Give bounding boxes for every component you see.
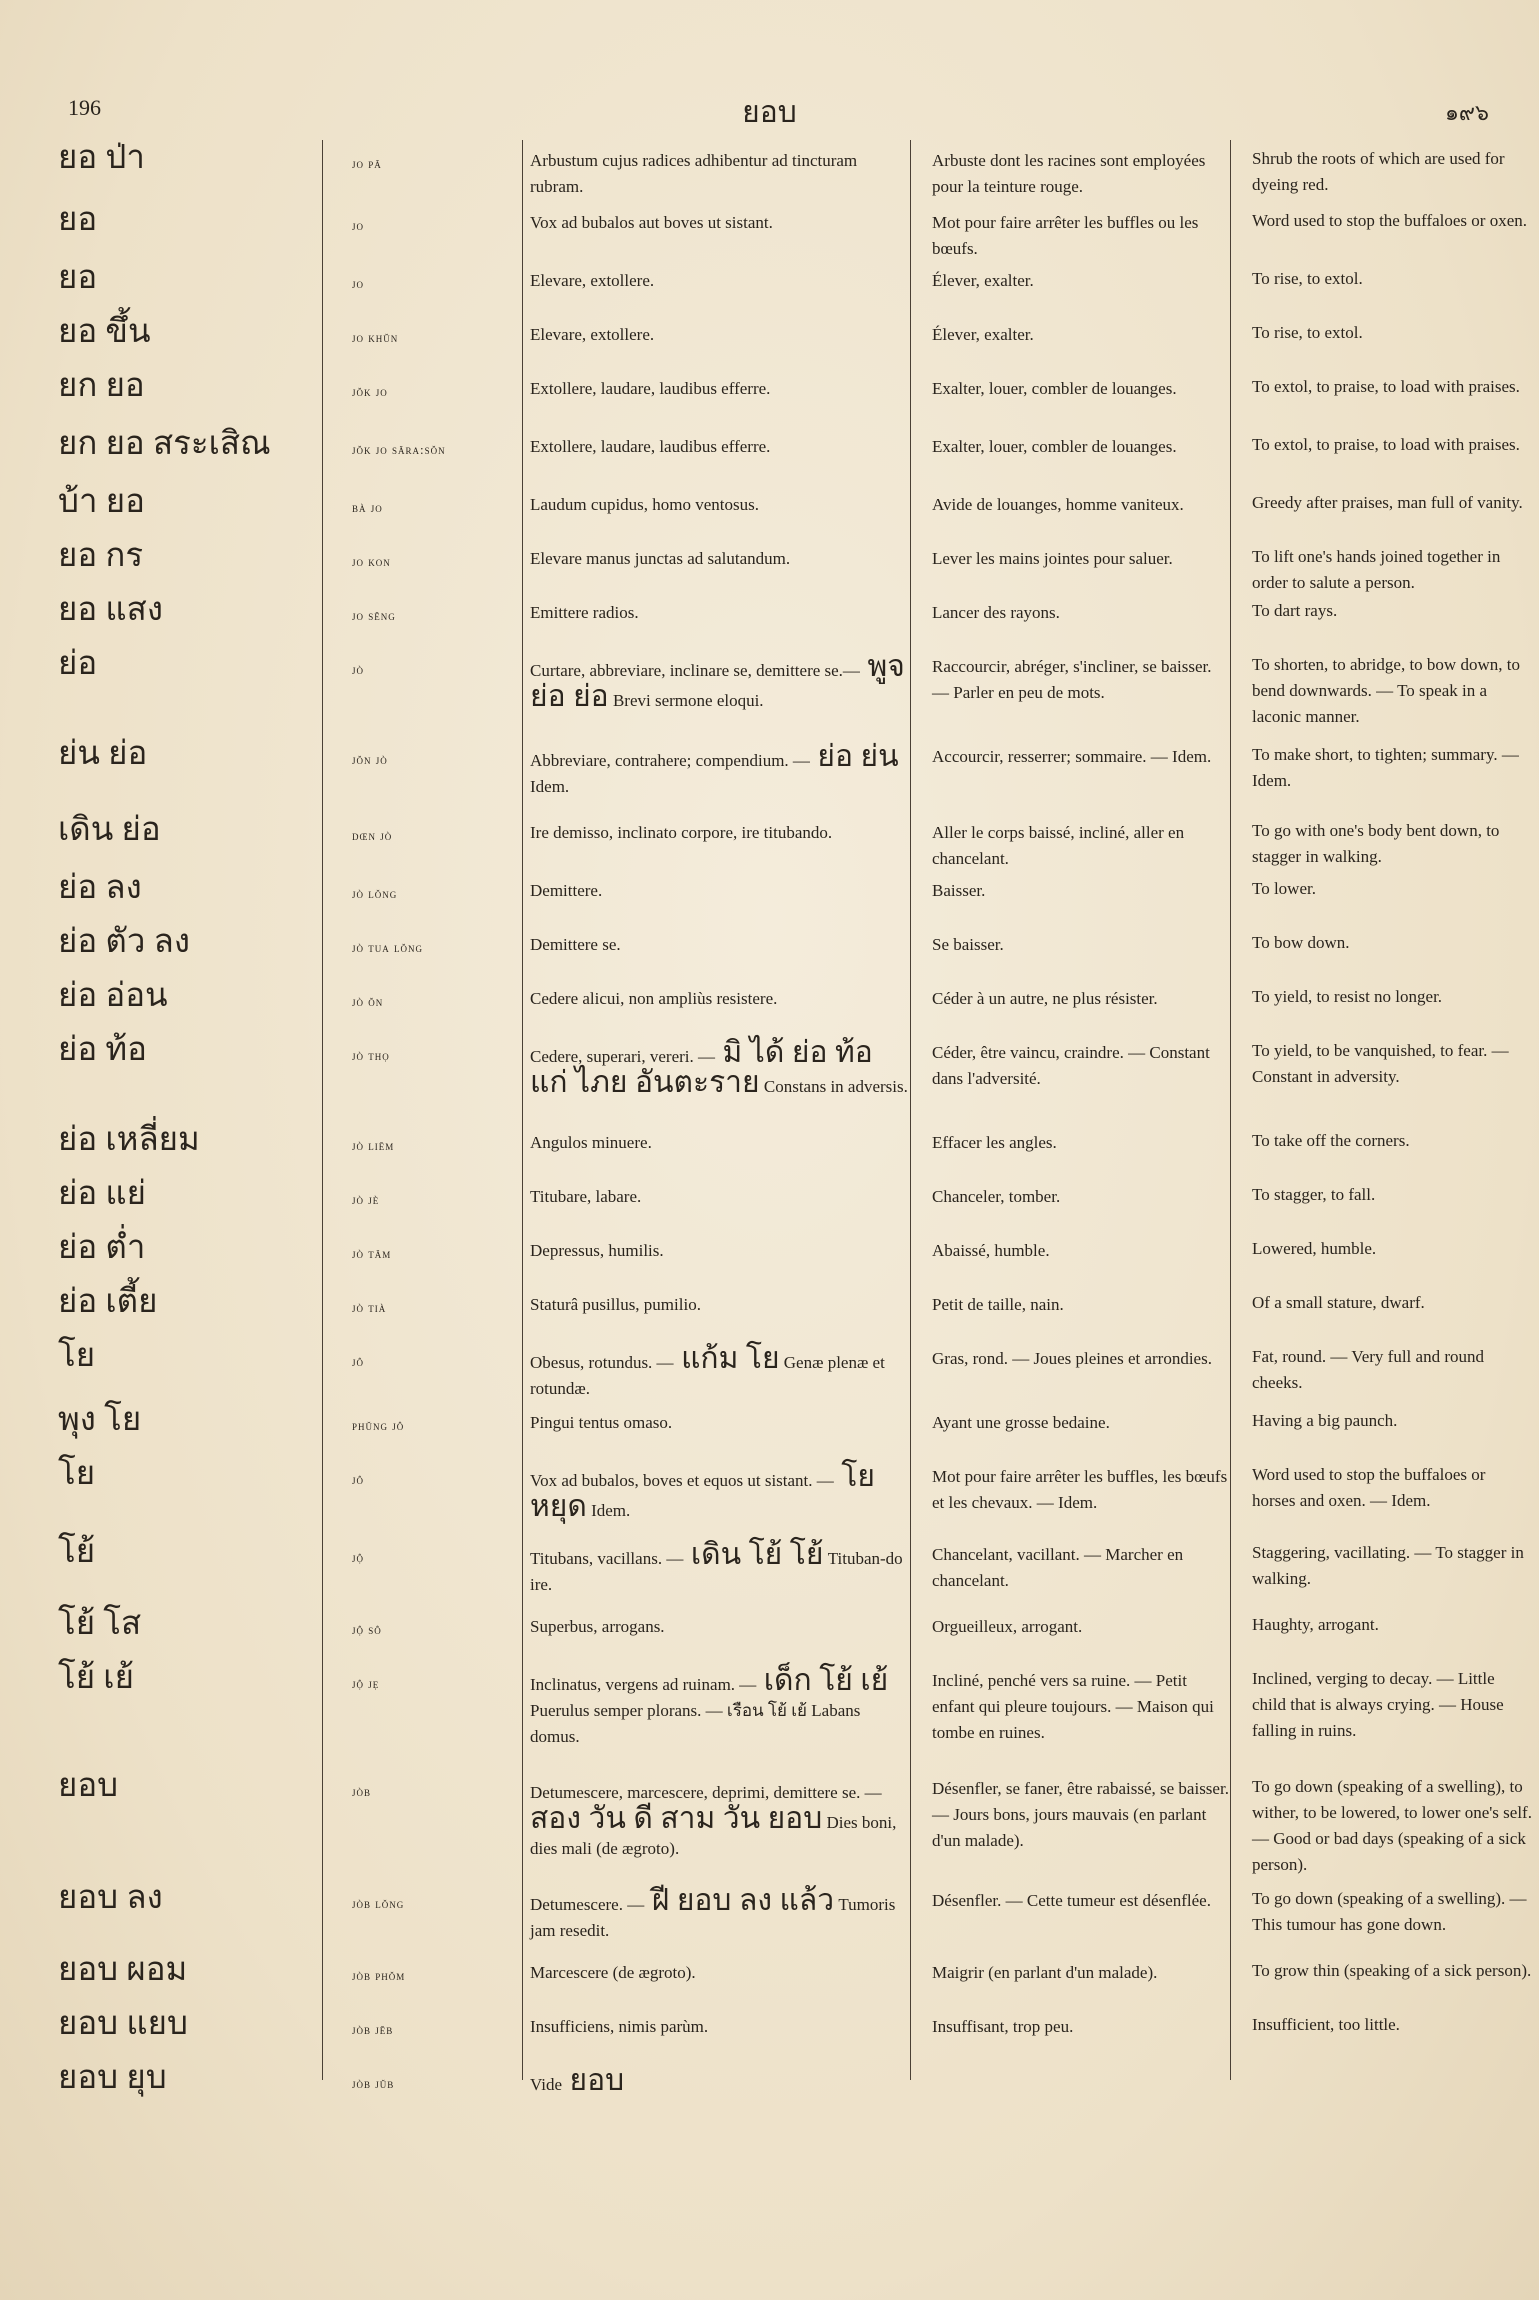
latin-example-gloss: Genæ plenæ et rotundæ. [530,1353,885,1398]
entry-row [0,1532,1539,1604]
romanization: jộ sô [352,1622,382,1637]
entry-row [0,424,1539,482]
french-definition: Avide de louanges, homme vaniteux. [932,495,1184,514]
latin-definition [530,926,910,958]
french-definition: Mot pour faire arrêter les buffles ou les bœufs. [932,213,1199,258]
entry-row [0,1282,1539,1336]
headword-thai: ยอบ ผอม [58,1952,188,1988]
french-definition: Insuffisant, trop peu. [932,2017,1074,2036]
english-definition: To shorten, to abridge, to bow down, to bend downwards. — To speak in a laconic manner. [1252,655,1520,726]
french-definition: Incliné, penché vers sa ruine. — Petit enfant qui pleure toujours. — Maison qui tombe en ruines. [932,1671,1214,1742]
english-definition: To rise, to extol. [1252,323,1363,342]
french-definition: Ayant une grosse bedaine. [932,1413,1110,1432]
latin-thai-example: เดิน โย้ โย้ [683,1538,824,1571]
romanization: jò tăm [352,1246,392,1261]
entries-list [0,138,1539,2112]
english-definition: To extol, to praise, to load with praises. [1252,435,1520,454]
latin-text: Marcescere (de ægroto). [530,1963,696,1982]
romanization: jò tià [352,1300,387,1315]
french-definition: Lever les mains jointes pour saluer. [932,549,1173,568]
romanization: jòb phŏm [352,1968,406,1983]
english-definition: Greedy after praises, man full of vanity. [1252,493,1523,512]
headword-thai: ยอบ [58,1768,119,1804]
latin-text: Laudum cupidus, homo ventosus. [530,495,760,514]
english-definition: To yield, to be vanquished, to fear. — Constant in adversity. [1252,1041,1509,1086]
headword-thai: โย้ [58,1534,96,1570]
french-definition: Gras, rond. — Joues pleines et arrondies. [932,1349,1212,1368]
french-definition: Exalter, louer, combler de louanges. [932,379,1177,398]
entry-row [0,1454,1539,1532]
entry-row [0,1400,1539,1454]
entry-row [0,1658,1539,1766]
latin-definition [530,486,910,518]
romanization: jò liēm [352,1138,395,1153]
entry-row [0,1228,1539,1282]
latin-thai-example: ฝี ยอบ ลง แล้ว [644,1884,835,1917]
headword-thai: ย่อ อ่อน [58,978,168,1014]
english-definition: Shrub the roots of which are used for dyeing red. [1252,149,1505,194]
entry-row [0,138,1539,200]
english-definition: Inclined, verging to decay. — Little child that is always crying. — House falling in ruins. [1252,1669,1504,1740]
latin-definition [530,594,910,626]
french-definition: Petit de taille, nain. [932,1295,1064,1314]
english-definition: Lowered, humble. [1252,1239,1377,1258]
french-definition: Lancer des rayons. [932,603,1060,622]
latin-example-gloss: Dies boni, dies mali (de ægroto). [530,1813,897,1858]
latin-text: Titubans, vacillans. — [530,1549,684,1568]
english-definition: Staggering, vacillating. — To stagger in walking. [1252,1543,1524,1588]
headword-thai: โย [58,1338,96,1374]
entry-row [0,2058,1539,2112]
headword-thai: ยอ [58,202,98,238]
romanization: phŭng jô [352,1418,405,1433]
romanization: jộ [352,1550,365,1565]
latin-definition [530,1536,910,1598]
latin-text: Cedere alicui, non ampliùs resistere. [530,989,778,1008]
latin-text: Cedere, superari, vereri. — [530,1047,716,1066]
headword-thai: ยอ ขึ้น [58,314,151,350]
romanization: jô [352,1354,365,1369]
headword-thai: ยอบ ยุบ [58,2060,167,2096]
latin-example-gloss: Tituban-do ire. [530,1549,903,1594]
latin-definition [530,540,910,572]
latin-text: Demittere se. [530,935,621,954]
latin-text: Elevare manus junctas ad salutandum. [530,549,791,568]
english-definition: To lower. [1252,879,1316,898]
entry-row [0,590,1539,644]
latin-text: Detumescere. — [530,1895,645,1914]
entry-row [0,1030,1539,1120]
french-definition: Élever, exalter. [932,325,1034,344]
latin-thai-example: สอง วัน ดี สาม วัน ยอบ [530,1802,823,1835]
latin-text: Obesus, rotundus. — [530,1353,674,1372]
latin-example-gloss: Idem. [530,777,570,796]
english-definition: To go down (speaking of a swelling), to wither, to be lowered, to lower one's self. — Good or bad days (speaking of a sick person). [1252,1777,1532,1874]
headword-thai: ยอ แสง [58,592,163,628]
latin-text: Emittere radios. [530,603,639,622]
romanization: jô [352,1472,365,1487]
latin-text: Depressus, humilis. [530,1241,664,1260]
latin-text: Elevare, extollere. [530,271,655,290]
romanization: jòb jĕb [352,2022,394,2037]
english-definition: Word used to stop the buffaloes or horses and oxen. — Idem. [1252,1465,1486,1510]
latin-definition [530,980,910,1012]
english-definition: To rise, to extol. [1252,269,1363,288]
latin-definition [530,316,910,348]
english-definition: Haughty, arrogant. [1252,1615,1379,1634]
english-definition: To dart rays. [1252,601,1338,620]
romanization: jò tua lŏng [352,940,423,955]
latin-definition [530,1662,910,1750]
latin-definition [530,428,910,460]
french-definition: Céder, être vaincu, craindre. — Constant dans l'adversité. [932,1043,1210,1088]
english-definition: Having a big paunch. [1252,1411,1398,1430]
romanization: jo [352,276,365,291]
headword-thai: ย่อ ท้อ [58,1032,147,1068]
latin-text: Vox ad bubalos aut boves ut sistant. [530,213,773,232]
romanization: jo pã [352,156,382,171]
french-definition: Exalter, louer, combler de louanges. [932,437,1177,456]
romanization: jò [352,662,365,677]
french-definition: Mot pour faire arrêter les buffles, les bœufs et les chevaux. — Idem. [932,1467,1228,1512]
latin-text: Demittere. [530,881,603,900]
latin-text: Vox ad bubalos, boves et equos ut sistant. — [530,1471,834,1490]
headword-thai: บ้า ยอ [58,484,145,520]
english-definition: To go down (speaking of a swelling). — This tumour has gone down. [1252,1889,1527,1934]
page-number: 196 [68,95,101,120]
latin-text: Curtare, abbreviare, inclinare se, demittere se.— [530,661,860,680]
entry-row [0,2004,1539,2058]
latin-text: Superbus, arrogans. [530,1617,665,1636]
romanization: jòb lŏng [352,1896,405,1911]
latin-example-gloss: Brevi sermone eloqui. [608,691,764,710]
latin-definition [530,1770,910,1862]
english-definition: Insufficient, too little. [1252,2015,1400,2034]
entry-row [0,366,1539,424]
romanization: jŏn jò [352,752,388,767]
entry-row [0,536,1539,590]
latin-text: Elevare, extollere. [530,325,655,344]
headword-thai: ย่อ เตี้ย [58,1284,158,1320]
latin-definition [530,872,910,904]
latin-thai-example: มิ ได้ ย่อ ท้อ แก่ ไภย อันตะราย [530,1036,873,1099]
headword-thai: ย่อ เหลี่ยม [58,1122,200,1158]
headword-thai: ย่อ ต่ำ [58,1230,146,1266]
page-title: ยอบ [742,96,797,129]
latin-text: Abbreviare, contrahere; compendium. — [530,751,810,770]
page-header [0,95,1539,135]
headword-thai: ยอบ ลง [58,1880,163,1916]
headword-thai: โย้ โส [58,1606,142,1642]
french-definition: Maigrir (en parlant d'un malade). [932,1963,1158,1982]
entry-row [0,258,1539,312]
english-definition: To take off the corners. [1252,1131,1410,1150]
latin-definition [530,1458,910,1524]
latin-thai-example: พูจ ย่อ ย่อ [530,650,905,713]
french-definition: Se baisser. [932,935,1004,954]
french-definition: Chanceler, tomber. [932,1187,1061,1206]
english-definition: Word used to stop the buffaloes or oxen. [1252,211,1527,230]
latin-definition [530,1882,910,1944]
latin-definition [530,1286,910,1318]
headword-thai: ยก ยอ สระเสิณ [58,426,271,462]
latin-definition [530,370,910,402]
french-definition: Effacer les angles. [932,1133,1057,1152]
latin-text: Detumescere, marcescere, deprimi, demittere se. — [530,1783,882,1802]
latin-definition [530,2008,910,2040]
entry-row [0,312,1539,366]
headword-thai: ย่อ แย่ [58,1176,147,1212]
entry-row [0,1950,1539,2004]
entry-row [0,1174,1539,1228]
french-definition: Orgueilleux, arrogant. [932,1617,1083,1636]
romanization: jò jè [352,1192,380,1207]
latin-definition [530,262,910,294]
entry-row [0,810,1539,868]
latin-text: Pingui tentus omaso. [530,1413,673,1432]
latin-definition [530,204,910,236]
latin-text: Vide [530,2075,563,2094]
latin-text: Inclinatus, vergens ad ruinam. — [530,1675,757,1694]
french-definition: Désenfler, se faner, être rabaissé, se baisser. — Jours bons, jours mauvais (en parlant d'un malade). [932,1779,1229,1850]
entry-row [0,482,1539,536]
latin-example-gloss: Constans in adversis. [759,1077,908,1096]
latin-definition [530,1340,910,1402]
headword-thai: ยอบ แยบ [58,2006,188,2042]
headword-thai: ย่อ ลง [58,870,142,906]
french-definition: Baisser. [932,881,986,900]
headword-thai: ยอ [58,260,98,296]
romanization: jŏk jo [352,384,388,399]
headword-thai: ย่น ย่อ [58,736,148,772]
entry-row [0,200,1539,258]
page-number-thai: ๑๙๖ [1444,100,1489,125]
headword-thai: ยอ กร [58,538,144,574]
french-definition: Aller le corps baissé, incliné, aller en chancelant. [932,823,1185,868]
english-definition [1252,2062,1532,2066]
latin-definition [530,814,910,846]
entry-row [0,644,1539,734]
latin-text: Ire demisso, inclinato corpore, ire titubando. [530,823,833,842]
romanization: jo [352,218,365,233]
english-definition: To go with one's body bent down, to stagger in walking. [1252,821,1500,866]
entry-row [0,1120,1539,1174]
latin-thai-example: โย หยุด [530,1460,875,1523]
entry-row [0,1878,1539,1950]
latin-text: Extollere, laudare, laudibus efferre. [530,379,771,398]
romanization: jo khŭn [352,330,399,345]
latin-text: Insufficiens, nimis parùm. [530,2017,709,2036]
latin-definition [530,738,910,800]
romanization: jŏk jo săra:sŏn [352,442,446,457]
french-definition: Abaissé, humble. [932,1241,1050,1260]
french-definition: Accourcir, resserrer; sommaire. — Idem. [932,747,1212,766]
headword-thai: โย [58,1456,96,1492]
latin-example-gloss: Idem. [586,1501,631,1520]
english-definition: To bow down. [1252,933,1350,952]
latin-thai-example: ย่อ ย่น [809,740,899,773]
latin-text: Titubare, labare. [530,1187,642,1206]
romanization: jòb jŭb [352,2076,395,2091]
latin-definition [530,1954,910,1986]
latin-definition [530,1404,910,1436]
latin-definition [530,1608,910,1640]
latin-definition [530,1232,910,1264]
english-definition: To stagger, to fall. [1252,1185,1376,1204]
latin-text: Arbustum cujus radices adhibentur ad tincturam rubram. [530,151,858,196]
romanization: jò thọ [352,1048,390,1063]
latin-definition [530,1178,910,1210]
romanization: jò ŏn [352,994,384,1009]
latin-text: Extollere, laudare, laudibus efferre. [530,437,771,456]
english-definition: To lift one's hands joined together in order to salute a person. [1252,547,1501,592]
english-definition: To make short, to tighten; summary. — Idem. [1252,745,1519,790]
romanization: jò lŏng [352,886,398,901]
latin-example-gloss: Puerulus semper plorans. — เรือน โย้ เย้ Labans domus. [530,1701,861,1746]
entry-row [0,1604,1539,1658]
french-definition: Désenfler. — Cette tumeur est désenflée. [932,1891,1211,1910]
latin-definition [530,1124,910,1156]
romanization: jo kon [352,554,391,569]
latin-example-gloss: Tumoris jam resedit. [530,1895,896,1940]
latin-thai-example: ยอบ [562,2064,625,2097]
headword-thai: ย่อ ตัว ลง [58,924,190,960]
english-definition: To grow thin (speaking of a sick person). [1252,1961,1532,1980]
latin-definition [530,2062,910,2098]
french-definition: Arbuste dont les racines sont employées pour la teinture rouge. [932,151,1206,196]
latin-text: Angulos minuere. [530,1133,652,1152]
latin-definition [530,1034,910,1100]
latin-text: Staturâ pusillus, pumilio. [530,1295,701,1314]
latin-thai-example: แก้ม โย [673,1342,780,1375]
romanization: jộ jẹ [352,1676,380,1691]
romanization: jo sĕng [352,608,396,623]
entry-row [0,868,1539,922]
english-definition: To extol, to praise, to load with praises. [1252,377,1520,396]
entry-row [0,734,1539,810]
latin-definition [530,142,910,200]
french-definition: Céder à un autre, ne plus résister. [932,989,1158,1008]
entry-row [0,922,1539,976]
headword-thai: ย่อ [58,646,98,682]
latin-thai-example: เด็ก โย้ เย้ [756,1664,889,1697]
entry-row [0,1766,1539,1878]
english-definition: To yield, to resist no longer. [1252,987,1443,1006]
headword-thai: ยอ ป่า [58,140,145,176]
french-definition: Chancelant, vacillant. — Marcher en chancelant. [932,1545,1184,1590]
french-definition: Élever, exalter. [932,271,1034,290]
romanization: jòb [352,1784,372,1799]
french-definition [932,2062,1232,2068]
headword-thai: โย้ เย้ [58,1660,134,1696]
french-definition: Raccourcir, abréger, s'incliner, se baisser. — Parler en peu de mots. [932,657,1212,702]
headword-thai: เดิน ย่อ [58,812,161,848]
english-definition: Of a small stature, dwarf. [1252,1293,1425,1312]
entry-row [0,1336,1539,1400]
headword-thai: พุง โย [58,1402,142,1438]
entry-row [0,976,1539,1030]
headword-thai: ยก ยอ [58,368,145,404]
english-definition: Fat, round. — Very full and round cheeks. [1252,1347,1484,1392]
romanization: bà jo [352,500,383,515]
romanization: dœn jò [352,828,393,843]
latin-definition [530,648,910,714]
